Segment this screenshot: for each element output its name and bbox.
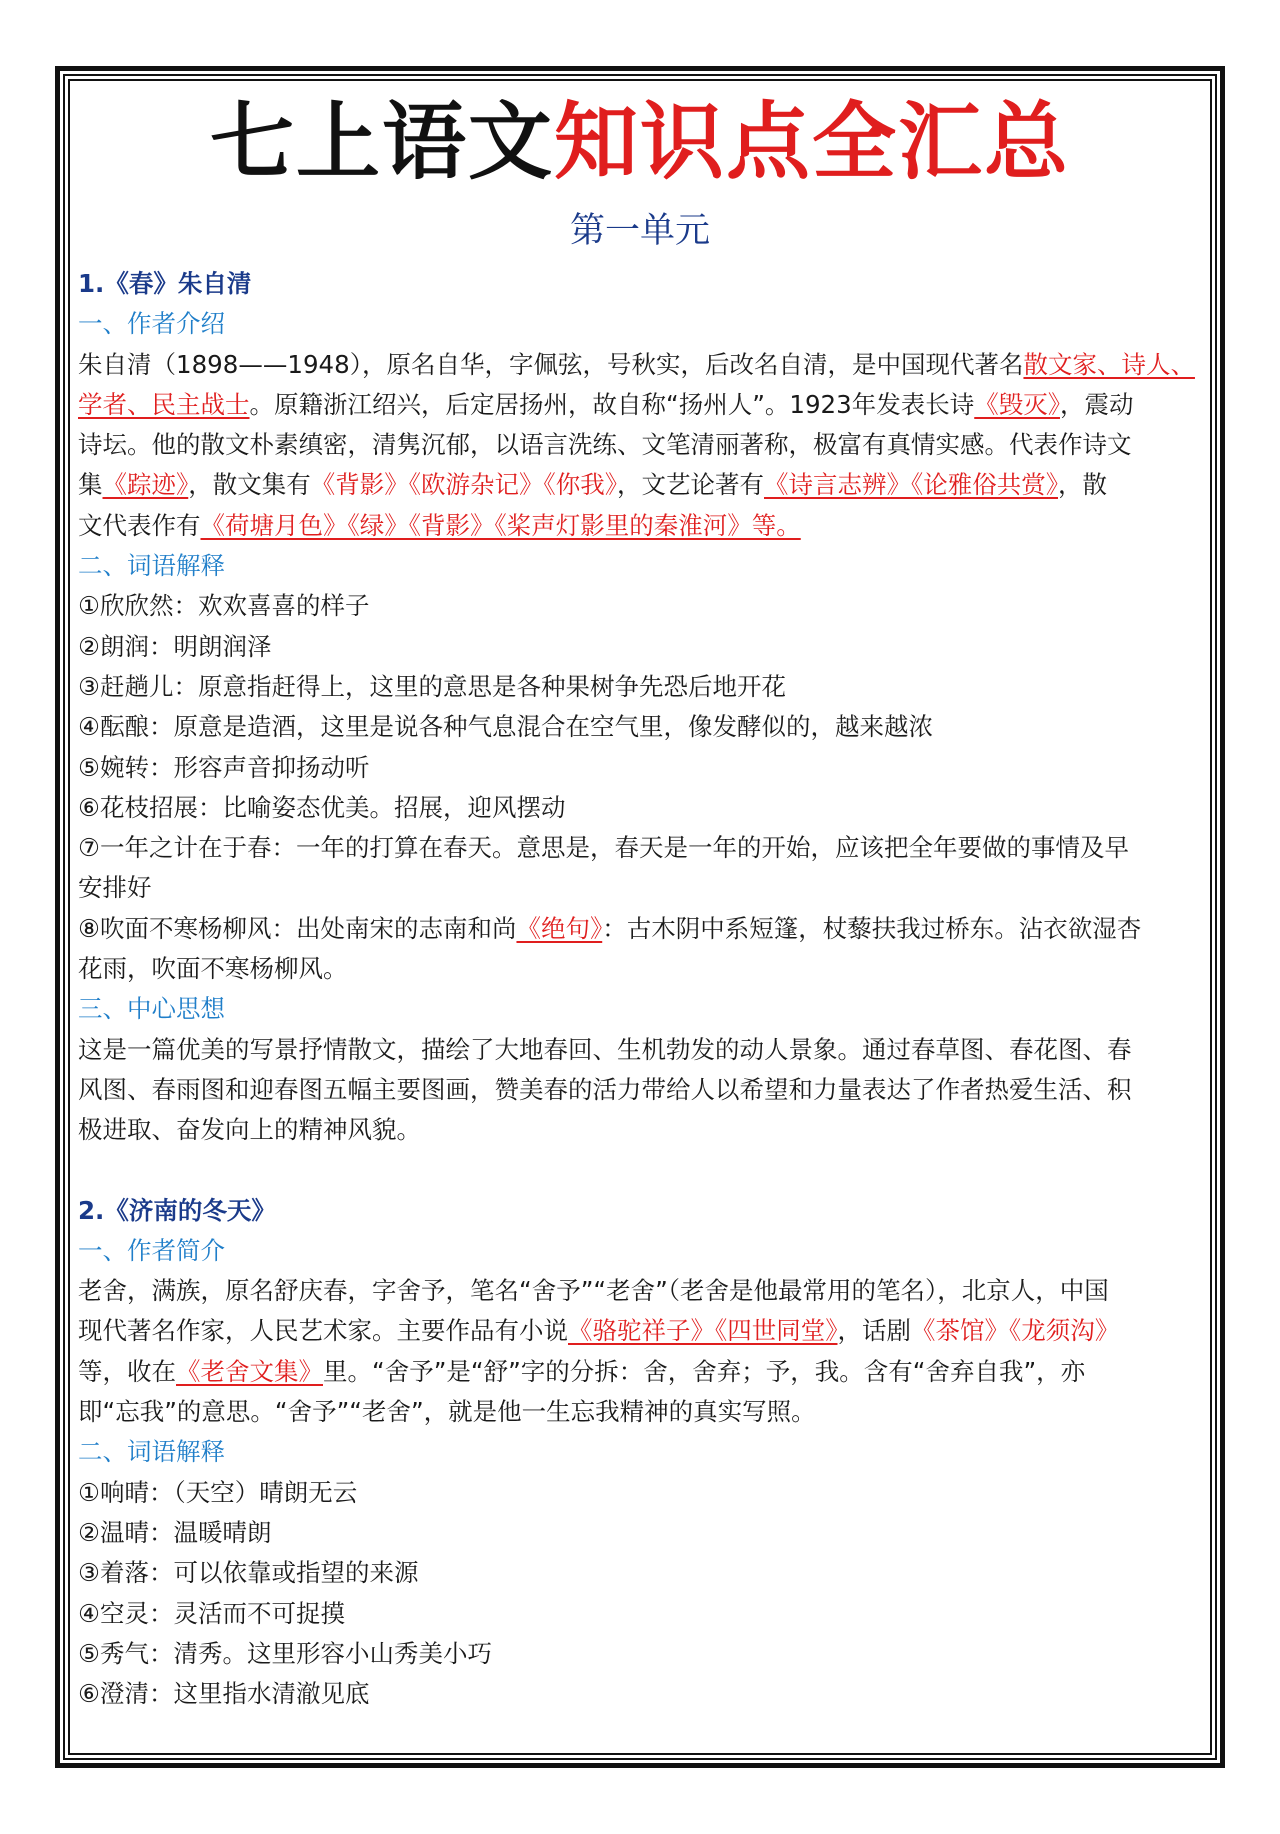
list-item: ⑤秀气：清秀。这里形容小山秀美小巧 — [78, 1638, 492, 1668]
main-title — [78, 90, 1202, 194]
paragraph-line: 等，收在《老舍文集》里。“舍予”是“舒”字的分拆：舍，舍弃；予，我。含有“舍弃自我”，亦 — [78, 1356, 1086, 1386]
list-item: ④空灵：灵活而不可捉摸 — [78, 1598, 345, 1628]
lesson-heading: 2.《济南的冬天》 — [78, 1195, 276, 1225]
list-item: ③赶趟儿：原意指赶得上，这里的意思是各种果树争先恐后地开花 — [78, 671, 786, 701]
list-item: ⑤婉转：形容声音抑扬动听 — [78, 752, 370, 782]
list-item: ⑥花枝招展：比喻姿态优美。招展，迎风摆动 — [78, 792, 566, 822]
list-item: ①欣欣然：欢欢喜喜的样子 — [78, 591, 370, 621]
paragraph-line: 老舍，满族，原名舒庆春，字舍予，笔名“舍予”“老舍”（老舍是他最常用的笔名），北京人，中国 — [78, 1276, 1109, 1306]
paragraph-line: 极进取、奋发向上的精神风貌。 — [78, 1115, 421, 1145]
spacer — [78, 1151, 1202, 1191]
paragraph-line: 集《踪迹》，散文集有《背影》《欧游杂记》《你我》，文艺论著有《诗言志辨》《论雅俗共赏》，散 — [78, 470, 1107, 500]
paragraph-line: 现代著名作家，人民艺术家。主要作品有小说《骆驼祥子》《四世同堂》，话剧《茶馆》《龙须沟》 — [78, 1316, 1120, 1346]
list-item: ②温晴：温暖晴朗 — [78, 1517, 272, 1547]
unit-title: 第一单元 — [569, 211, 710, 251]
main-title-black: 七上语文 — [209, 92, 554, 191]
document-content — [78, 90, 1202, 1714]
list-item: ①响晴：（天空）晴朗无云 — [78, 1477, 358, 1507]
section-heading: 一、作者介绍 — [78, 309, 225, 339]
paragraph-line: 风图、春雨图和迎春图五幅主要图画，赞美春的活力带给人以希望和力量表达了作者热爱生活、积 — [78, 1074, 1132, 1104]
list-item: ⑥澄清：这里指水清澈见底 — [78, 1679, 370, 1709]
list-item: 安排好 — [78, 873, 152, 903]
list-item: ④酝酿：原意是造酒，这里是说各种气息混合在空气里，像发酵似的，越来越浓 — [78, 712, 933, 742]
list-item: 花雨，吹面不寒杨柳风。 — [78, 954, 348, 984]
main-title-red: 知识点全汇总 — [554, 92, 1071, 191]
lesson-heading: 1.《春》朱自清 — [78, 269, 252, 298]
paragraph-line: 即“忘我”的意思。“舍予”“老舍”，就是他一生忘我精神的真实写照。 — [78, 1397, 816, 1427]
list-item: ⑧吹面不寒杨柳风：出处南宋的志南和尚《绝句》：古木阴中系短篷，杖藜扶我过桥东。沾衣欲湿杏 — [78, 913, 1142, 943]
paragraph-line: 学者、民主战士。原籍浙江绍兴，后定居扬州，故自称“扬州人”。1923年发表长诗《毁灭》，震动 — [78, 389, 1134, 419]
paragraph-line: 朱自清（1898——1948），原名自华，字佩弦，号秋实，后改名自清，是中国现代著名散文家、诗人、 — [78, 349, 1195, 379]
list-item: ⑦一年之计在于春：一年的打算在春天。意思是，春天是一年的开始，应该把全年要做的事情及早 — [78, 833, 1129, 863]
list-item: ②朗润：明朗润泽 — [78, 631, 272, 661]
paragraph-line: 这是一篇优美的写景抒情散文，描绘了大地春回、生机勃发的动人景象。通过春草图、春花图、春 — [78, 1034, 1132, 1064]
section-heading: 三、中心思想 — [78, 994, 225, 1024]
section-heading: 一、作者简介 — [78, 1235, 225, 1265]
section-heading: 二、词语解释 — [78, 1437, 225, 1467]
paragraph-line: 诗坛。他的散文朴素缜密，清隽沉郁，以语言洗练、文笔清丽著称，极富有真情实感。代表作诗文 — [78, 430, 1132, 460]
paragraph-line: 文代表作有《荷塘月色》《绿》《背影》《桨声灯影里的秦淮河》等。 — [78, 510, 801, 540]
section-heading: 二、词语解释 — [78, 551, 225, 581]
list-item: ③着落：可以依靠或指望的来源 — [78, 1558, 419, 1588]
